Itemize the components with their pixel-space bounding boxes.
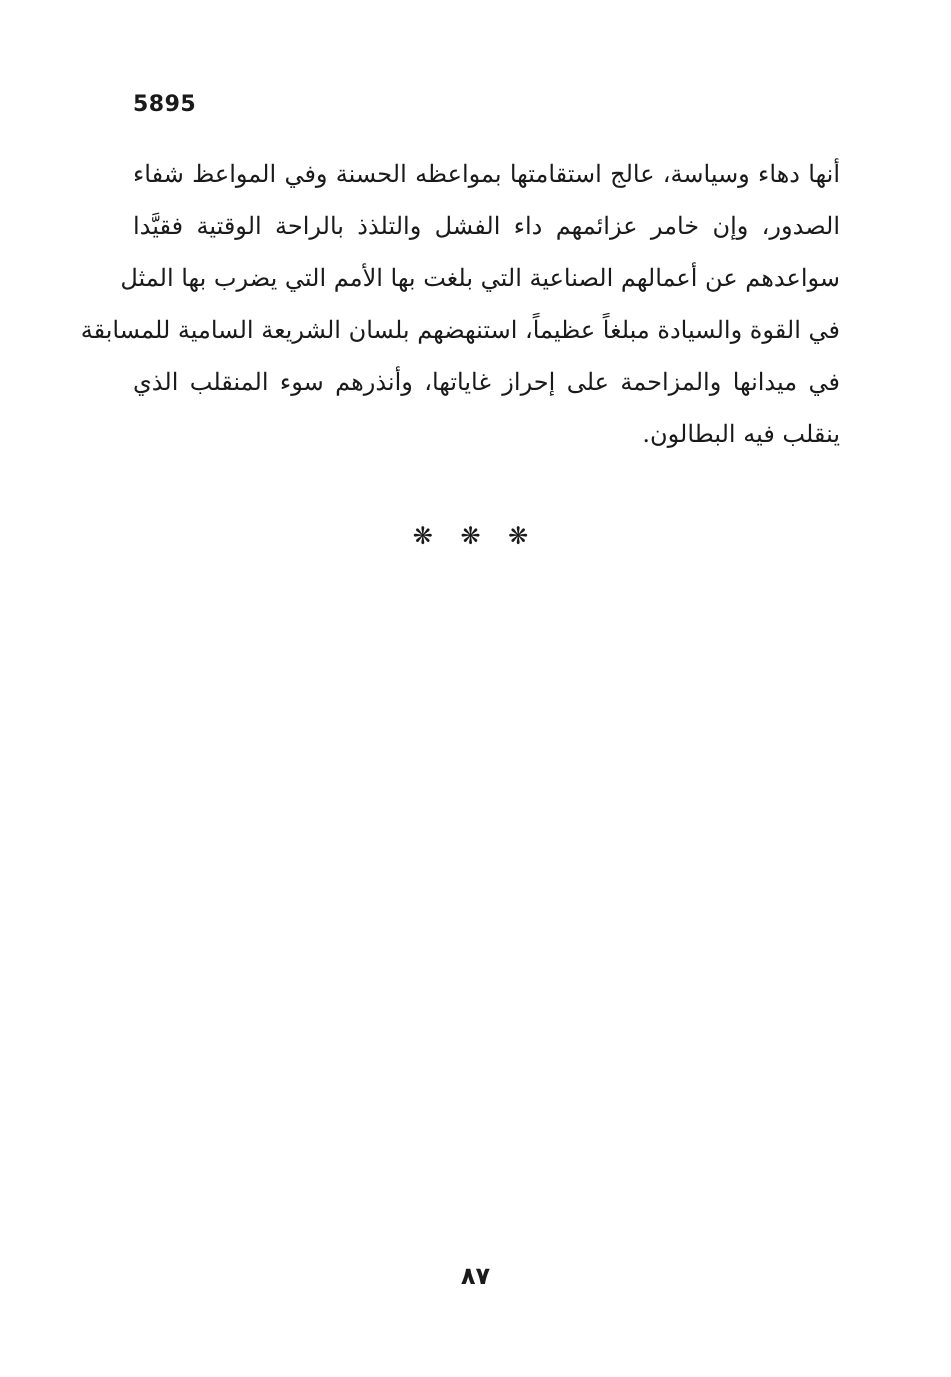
text-line: في ميدانها والمزاحمة على إحراز غاياتها، وأنذرهم سوء المنقلب الذي [133, 368, 841, 396]
text-line: أنها دهاء وسياسة، عالج استقامتها بمواعظه الحسنة وفي المواعظ شفاء [133, 160, 840, 188]
body-paragraph [80, 148, 841, 460]
text-line: ينقلب فيه البطالون. [642, 420, 840, 448]
top-page-number: 5895 [133, 92, 197, 117]
section-separator: ❋ ❋ ❋ [412, 522, 539, 550]
footer-page-number: ٨٧ [460, 1262, 491, 1290]
text-line: الصدور، وإن خامر عزائمهم داء الفشل والتلذذ بالراحة الوقتية فقيَّدا [133, 212, 840, 240]
text-line: سواعدهم عن أعمالهم الصناعية التي بلغت بها الأمم التي يضرب بها المثل [120, 264, 840, 292]
text-line: في القوة والسيادة مبلغاً عظيماً، استنهضهم بلسان الشريعة السامية للمسابقة [80, 316, 840, 344]
